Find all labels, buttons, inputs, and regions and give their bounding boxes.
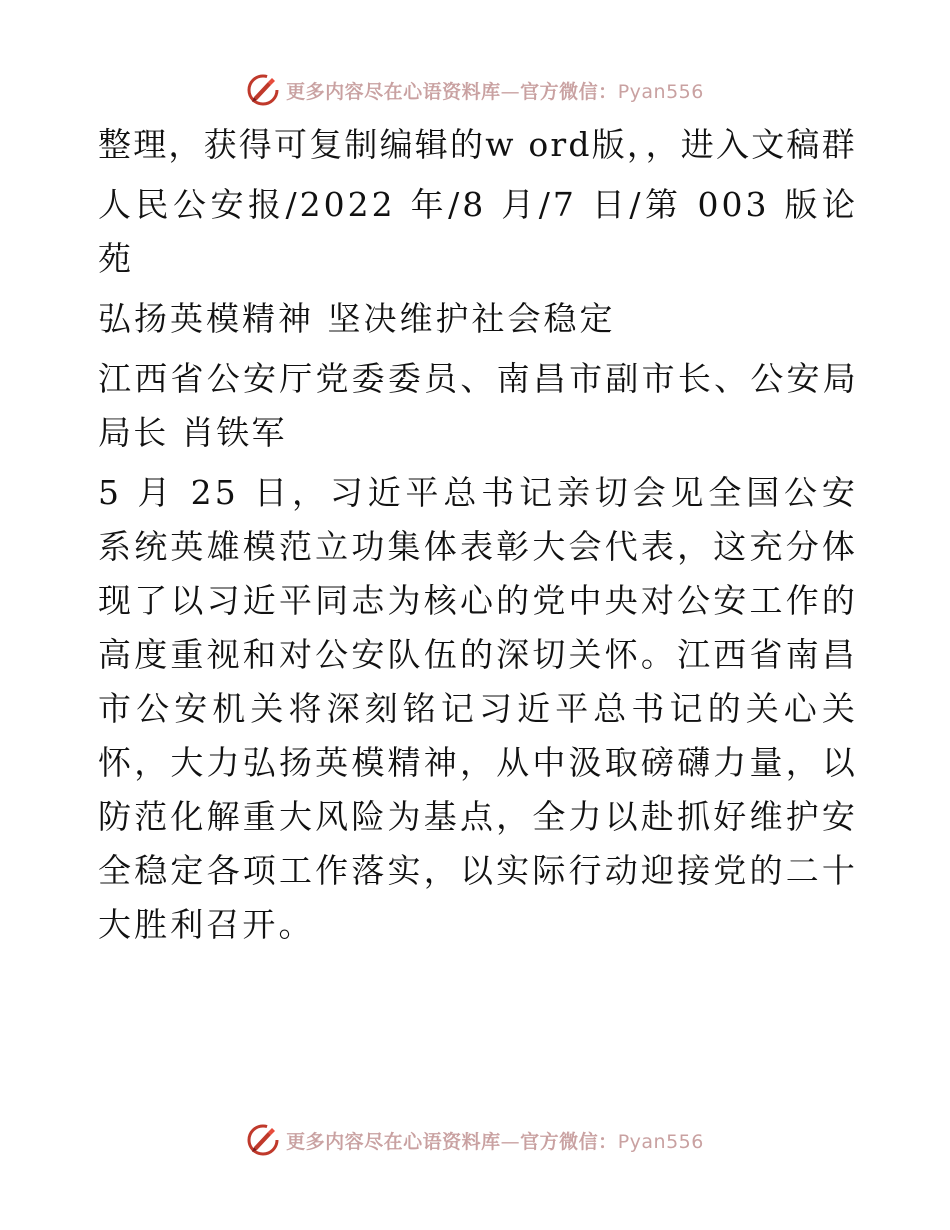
banner-separator: — (500, 1130, 521, 1153)
author-line: 江西省公安厅党委委员、南昌市副市长、公安局局长 肖铁军 (98, 359, 858, 452)
article-title: 弘扬英模精神 坚决维护社会稳定 (98, 299, 616, 338)
header-banner (0, 72, 950, 108)
banner-brand: 更多内容尽在心语资料库 (286, 1130, 501, 1153)
footer-banner (0, 1122, 950, 1158)
banner-wechat-label: 官方微信： (520, 80, 618, 103)
banner-brand: 更多内容尽在心语资料库 (286, 80, 501, 103)
banner-wechat-id: Pyan556 (617, 80, 704, 103)
brand-logo-icon (246, 1123, 280, 1157)
source-line: 人民公安报/2022 年/8 月/7 日/第 003 版论苑 (98, 185, 858, 278)
intro-paragraph: 整理，获得可复制编辑的w ord版，，进入文稿群 (98, 125, 857, 164)
banner-text (286, 77, 704, 104)
brand-logo-icon (246, 73, 280, 107)
banner-text (286, 1127, 704, 1154)
banner-wechat-label: 官方微信： (520, 1130, 618, 1153)
document-content (98, 118, 858, 958)
banner-wechat-id: Pyan556 (617, 1130, 704, 1153)
body-paragraph: 5 月 25 日，习近平总书记亲切会见全国公安系统英雄模范立功集体表彰大会代表，这充分体现了以习近平同志为核心的党中央对公安工作的高度重视和对公安队伍的深切关怀。江西省南昌市公安机关将深刻铭记习近平总书记的关心关怀，大力弘扬英模精神，从中汲取磅礴力量，以防范化解重大风险为基点，全力以赴抓好维护安全稳定各项工作落实，以实际行动迎接党的二十大胜利召开。 (98, 473, 858, 944)
banner-separator: — (500, 80, 521, 103)
